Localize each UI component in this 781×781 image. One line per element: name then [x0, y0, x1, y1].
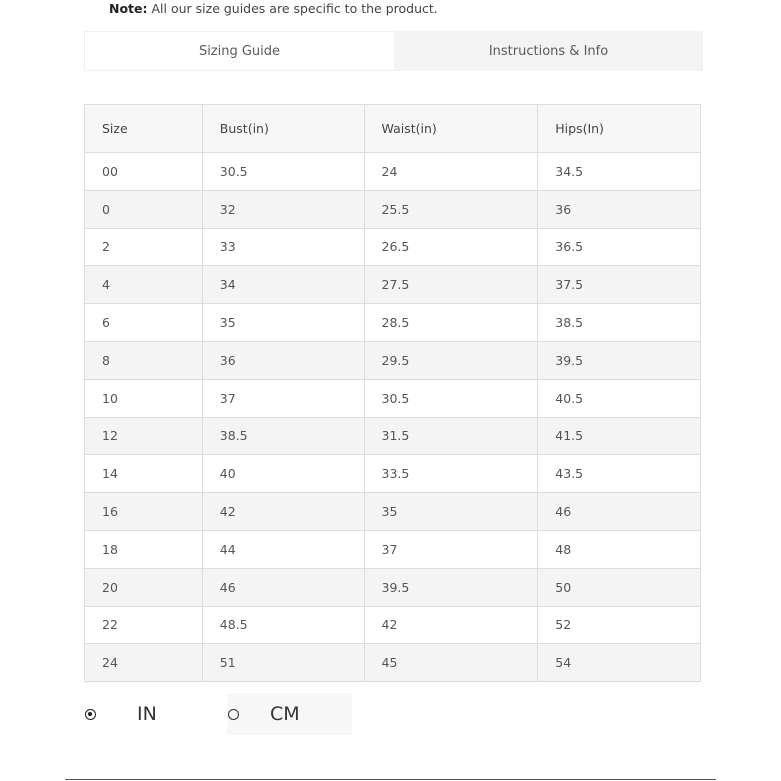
- cell-hips: 40.5: [538, 379, 701, 417]
- table-row: [85, 190, 701, 228]
- cell-bust: 35: [202, 304, 364, 342]
- cell-bust: 46: [202, 568, 364, 606]
- column-header-waist: Waist(in): [364, 105, 538, 153]
- cell-bust: 33: [202, 228, 364, 266]
- cell-hips: 54: [538, 644, 701, 682]
- tab-sizing-guide[interactable]: Sizing Guide: [84, 31, 394, 71]
- cell-bust: 44: [202, 530, 364, 568]
- unit-label-in: IN: [137, 703, 157, 725]
- cell-bust: 36: [202, 341, 364, 379]
- table-row: [85, 266, 701, 304]
- cell-waist: 26.5: [364, 228, 538, 266]
- table-row: [85, 341, 701, 379]
- table-row: [85, 644, 701, 682]
- cell-size: 20: [85, 568, 203, 606]
- table-row: [85, 228, 701, 266]
- cell-hips: 43.5: [538, 455, 701, 493]
- cell-hips: 36.5: [538, 228, 701, 266]
- cell-size: 6: [85, 304, 203, 342]
- cell-size: 18: [85, 530, 203, 568]
- cell-hips: 50: [538, 568, 701, 606]
- cell-waist: 24: [364, 153, 538, 191]
- cell-bust: 51: [202, 644, 364, 682]
- cell-waist: 27.5: [364, 266, 538, 304]
- column-header-size: Size: [85, 105, 203, 153]
- table-row: [85, 493, 701, 531]
- cell-waist: 30.5: [364, 379, 538, 417]
- table-header-row: [85, 105, 701, 153]
- cell-hips: 41.5: [538, 417, 701, 455]
- table-row: [85, 153, 701, 191]
- cell-waist: 42: [364, 606, 538, 644]
- cell-size: 2: [85, 228, 203, 266]
- cell-bust: 42: [202, 493, 364, 531]
- cell-waist: 35: [364, 493, 538, 531]
- bottom-divider: [65, 779, 716, 780]
- cell-waist: 31.5: [364, 417, 538, 455]
- cell-hips: 38.5: [538, 304, 701, 342]
- cell-waist: 28.5: [364, 304, 538, 342]
- cell-hips: 48: [538, 530, 701, 568]
- unit-option-cm[interactable]: [227, 693, 352, 735]
- table-row: [85, 379, 701, 417]
- cell-bust: 37: [202, 379, 364, 417]
- cell-hips: 52: [538, 606, 701, 644]
- cell-bust: 34: [202, 266, 364, 304]
- cell-bust: 30.5: [202, 153, 364, 191]
- cell-waist: 33.5: [364, 455, 538, 493]
- guide-tabs: [84, 31, 703, 71]
- size-guide-note: [109, 1, 438, 16]
- cell-bust: 40: [202, 455, 364, 493]
- tab-instructions-info[interactable]: Instructions & Info: [394, 31, 703, 71]
- cell-size: 10: [85, 379, 203, 417]
- cell-hips: 39.5: [538, 341, 701, 379]
- cell-bust: 32: [202, 190, 364, 228]
- table-body: [85, 153, 701, 682]
- cell-waist: 45: [364, 644, 538, 682]
- cell-size: 24: [85, 644, 203, 682]
- cell-waist: 25.5: [364, 190, 538, 228]
- cell-size: 00: [85, 153, 203, 191]
- cell-hips: 36: [538, 190, 701, 228]
- cell-hips: 46: [538, 493, 701, 531]
- unit-label-cm: CM: [270, 703, 300, 725]
- cell-size: 16: [85, 493, 203, 531]
- note-text: All our size guides are specific to the product.: [147, 1, 438, 16]
- radio-selected-icon[interactable]: [85, 709, 96, 720]
- cell-hips: 37.5: [538, 266, 701, 304]
- cell-size: 12: [85, 417, 203, 455]
- cell-size: 0: [85, 190, 203, 228]
- cell-bust: 38.5: [202, 417, 364, 455]
- cell-waist: 39.5: [364, 568, 538, 606]
- cell-waist: 37: [364, 530, 538, 568]
- radio-unselected-icon[interactable]: [228, 709, 239, 720]
- table-row: [85, 568, 701, 606]
- column-header-hips: Hips(In): [538, 105, 701, 153]
- table-row: [85, 304, 701, 342]
- note-label: Note:: [109, 1, 148, 16]
- cell-bust: 48.5: [202, 606, 364, 644]
- column-header-bust: Bust(in): [202, 105, 364, 153]
- cell-size: 14: [85, 455, 203, 493]
- table-row: [85, 455, 701, 493]
- table-row: [85, 417, 701, 455]
- unit-toggle: [84, 693, 354, 735]
- cell-hips: 34.5: [538, 153, 701, 191]
- table-row: [85, 530, 701, 568]
- cell-size: 4: [85, 266, 203, 304]
- unit-option-in[interactable]: [84, 693, 224, 735]
- size-chart-table: [84, 104, 701, 682]
- cell-size: 22: [85, 606, 203, 644]
- table-row: [85, 606, 701, 644]
- cell-size: 8: [85, 341, 203, 379]
- cell-waist: 29.5: [364, 341, 538, 379]
